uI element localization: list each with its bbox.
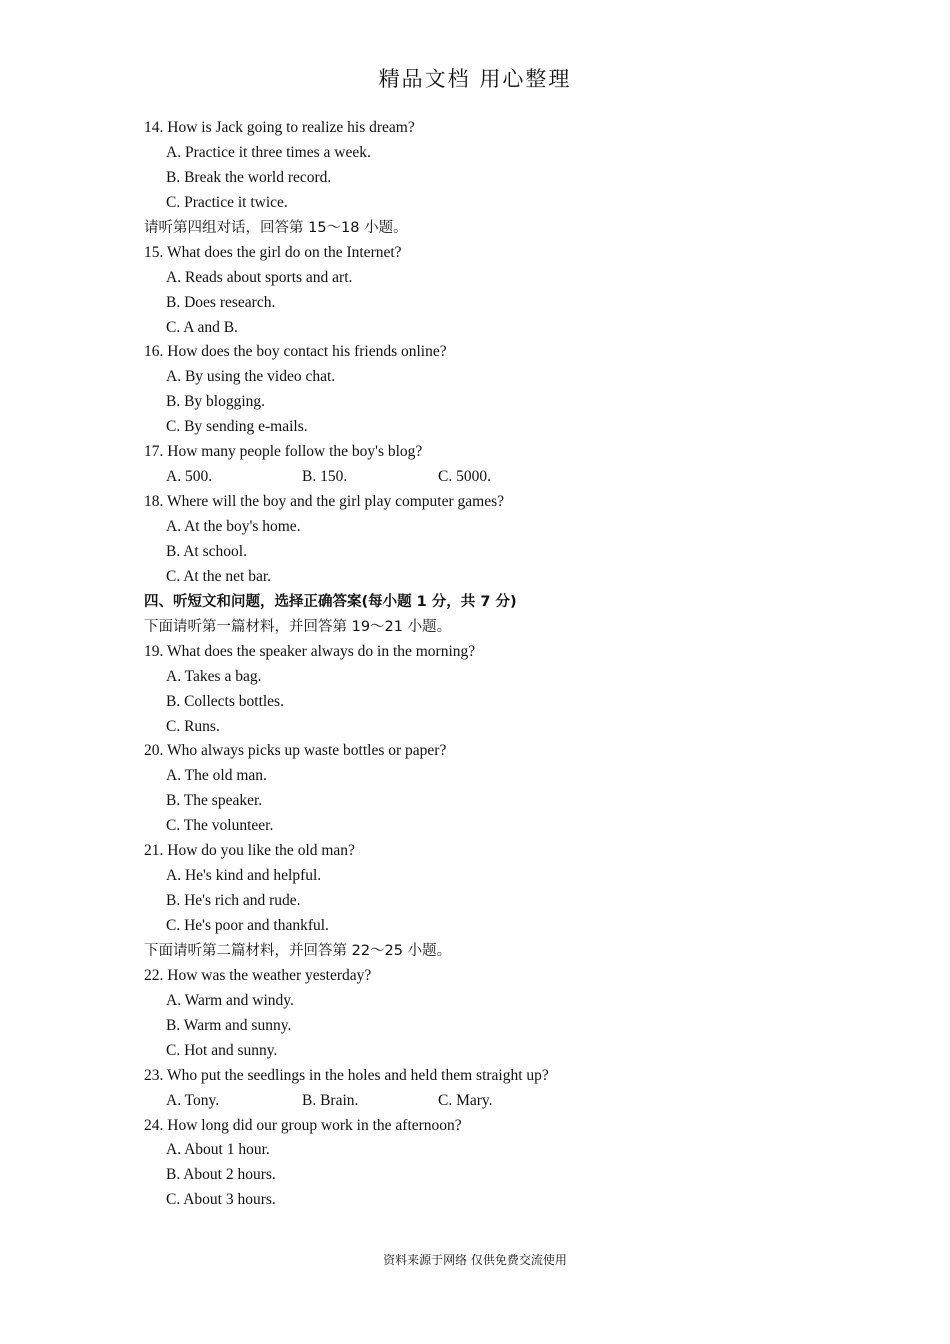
option: B. The speaker. bbox=[166, 792, 263, 810]
question: 20. Who always picks up waste bottles or paper? bbox=[144, 742, 447, 760]
option: B. 150. bbox=[302, 468, 348, 486]
option: A. Takes a bag. bbox=[166, 667, 262, 685]
option: A. About 1 hour. bbox=[166, 1141, 270, 1159]
question: 16. How does the boy contact his friends online? bbox=[144, 343, 447, 361]
option: C. He's poor and thankful. bbox=[166, 917, 329, 934]
question: 23. Who put the seedlings in the holes and held them straight up? bbox=[144, 1066, 549, 1084]
option: C. Runs. bbox=[166, 717, 220, 735]
question: 19. What does the speaker always do in the morning? bbox=[144, 642, 476, 660]
option: A. He's kind and helpful. bbox=[166, 867, 322, 885]
option: A. At the boy's home. bbox=[166, 518, 301, 535]
option: C. Hot and sunny. bbox=[166, 1041, 278, 1059]
option-row bbox=[144, 465, 824, 490]
option: C. Mary. bbox=[438, 1091, 493, 1109]
exam-content bbox=[144, 116, 824, 1213]
option: C. At the net bar. bbox=[166, 567, 272, 585]
option: B. Warm and sunny. bbox=[166, 1016, 292, 1034]
option: A. Reads about sports and art. bbox=[166, 268, 353, 286]
option: C. 5000. bbox=[438, 468, 491, 486]
page-header: 精品文档 用心整理 bbox=[378, 67, 572, 91]
section-instruction: 下面请听第一篇材料，并回答第 19～21 小题。 bbox=[144, 618, 452, 635]
option: A. Practice it three times a week. bbox=[166, 143, 371, 161]
option: B. At school. bbox=[166, 542, 247, 560]
option: A. 500. bbox=[166, 468, 213, 486]
option: B. Collects bottles. bbox=[166, 692, 284, 710]
option: B. He's rich and rude. bbox=[166, 892, 301, 910]
section-heading: 四、听短文和问题，选择正确答案(每小题 1 分，共 7 分) bbox=[144, 593, 517, 610]
question: 22. How was the weather yesterday? bbox=[144, 966, 372, 984]
option: A. By using the video chat. bbox=[166, 368, 336, 386]
option: C. A and B. bbox=[166, 318, 238, 336]
option-row bbox=[144, 1089, 824, 1114]
question: 21. How do you like the old man? bbox=[144, 842, 355, 860]
option: B. By blogging. bbox=[166, 393, 266, 411]
option: C. About 3 hours. bbox=[166, 1191, 276, 1209]
option: B. Does research. bbox=[166, 293, 276, 311]
option: B. Break the world record. bbox=[166, 168, 332, 186]
page-footer: 资料来源于网络 仅供免费交流使用 bbox=[383, 1253, 567, 1267]
section-instruction: 下面请听第二篇材料，并回答第 22～25 小题。 bbox=[144, 942, 452, 959]
option: C. The volunteer. bbox=[166, 817, 274, 835]
option: B. Brain. bbox=[302, 1091, 359, 1109]
option: A. Tony. bbox=[166, 1091, 220, 1109]
option: B. About 2 hours. bbox=[166, 1166, 276, 1184]
question: 18. Where will the boy and the girl play computer games? bbox=[144, 493, 504, 511]
question: 14. How is Jack going to realize his dream? bbox=[144, 119, 415, 136]
question: 15. What does the girl do on the Internet? bbox=[144, 243, 402, 261]
section-instruction: 请听第四组对话，回答第 15～18 小题。 bbox=[144, 219, 408, 236]
option: A. Warm and windy. bbox=[166, 991, 294, 1009]
option: C. Practice it twice. bbox=[166, 193, 288, 211]
option: A. The old man. bbox=[166, 767, 267, 785]
question: 24. How long did our group work in the afternoon? bbox=[144, 1116, 462, 1134]
option: C. By sending e-mails. bbox=[166, 418, 308, 436]
question: 17. How many people follow the boy's blog? bbox=[144, 443, 423, 461]
